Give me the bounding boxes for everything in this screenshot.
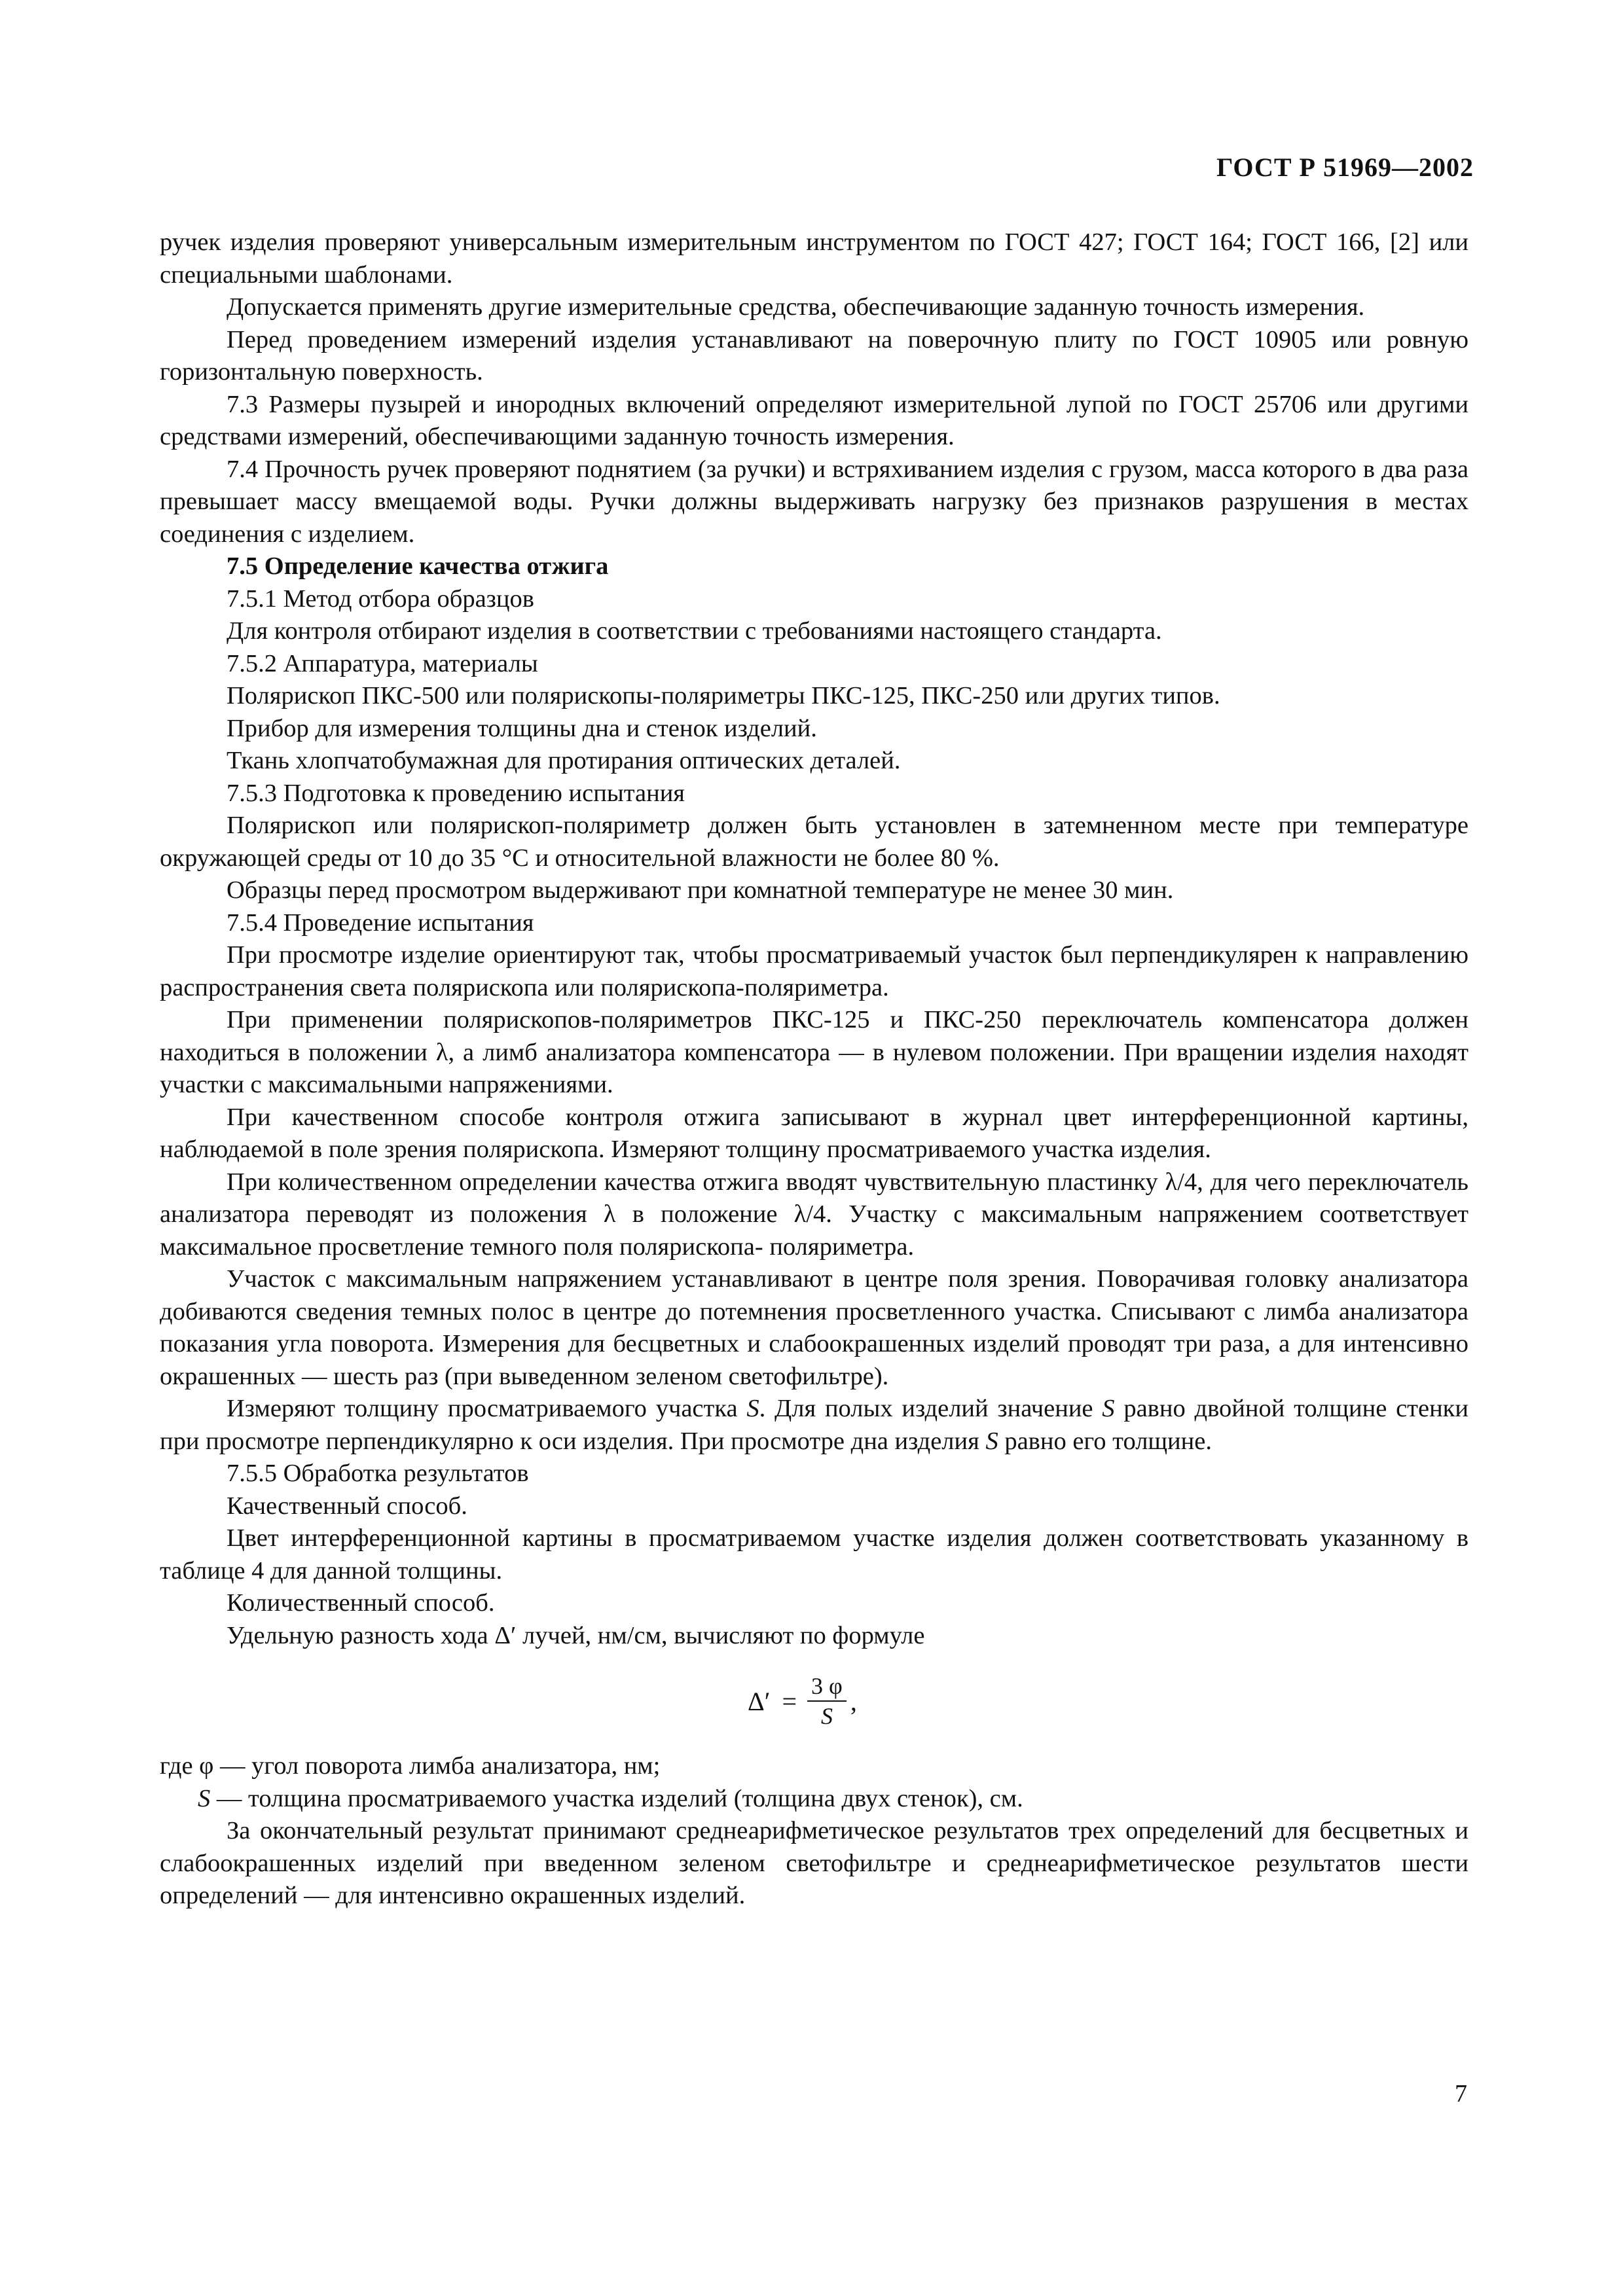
- formula-lhs: Δ′: [748, 1687, 771, 1717]
- paragraph: Цвет интерференционной картины в просматриваемом участке изделия должен соответствовать указанному в таблице 4 для данной толщины.: [160, 1524, 1468, 1585]
- text-run: равно двойной толщине стенки при просмотре перпендикулярно к оси изделия. При просмотре дна изделия: [160, 1395, 1468, 1455]
- paragraph: Образцы перед просмотром выдерживают при комнатной температуре не менее 30 мин.: [227, 876, 1174, 904]
- document-body: [160, 226, 1468, 1912]
- subsection-heading: 7.5.4 Проведение испытания: [227, 908, 534, 937]
- text-run: . Для полых изделий значение: [759, 1395, 1103, 1422]
- paragraph: Прибор для измерения толщины дна и стенок изделий.: [227, 714, 817, 742]
- paragraph: За окончательный результат принимают среднеарифметическое результатов трех определений для бесцветных и слабоокрашенных изделий при введенном зеленом светофильтре и среднеарифметическое результатов шести определений — для интенсивно окрашенных изделий.: [160, 1817, 1468, 1909]
- standard-header: ГОСТ Р 51969—2002: [1216, 152, 1474, 182]
- paragraph: Перед проведением измерений изделия устанавливают на поверочную плиту по ГОСТ 10905 или ровную горизонтальную поверхность.: [160, 325, 1468, 386]
- subsection-heading: 7.5.5 Обработка результатов: [227, 1460, 529, 1487]
- paragraph: Для контроля отбирают изделия в соответствии с требованиями настоящего стандарта.: [227, 617, 1162, 645]
- paragraph: Ткань хлопчатобумажная для протирания оптических деталей.: [227, 747, 901, 774]
- paragraph: 7.3 Размеры пузырей и инородных включений определяют измерительной лупой по ГОСТ 25706 или другими средствами измерений, обеспечивающими заданную точность измерения.: [160, 390, 1468, 450]
- paragraph: При просмотре изделие ориентируют так, чтобы просматриваемый участок был перпендикулярен к направлению распространения света полярископа или полярископа-поляриметра.: [160, 941, 1468, 1001]
- text-run: — толщина просматриваемого участка изделий (толщина двух стенок), см.: [210, 1784, 1023, 1812]
- symbol-s: S: [198, 1784, 211, 1812]
- paragraph: При качественном способе контроля отжига записывают в журнал цвет интерференционной картины, наблюдаемой в поле зрения полярископа. Измеряют толщину просматриваемого участка изделия.: [160, 1103, 1468, 1163]
- subsection-heading: 7.5.3 Подготовка к проведению испытания: [227, 779, 685, 807]
- subsection-heading: 7.5.2 Аппаратура, материалы: [227, 649, 538, 677]
- paragraph: [160, 1393, 1468, 1458]
- formula-equals: =: [782, 1687, 797, 1717]
- formula-denominator: S: [820, 1703, 833, 1729]
- paragraph: Качественный способ.: [227, 1492, 467, 1520]
- paragraph: Допускается применять другие измерительные средства, обеспечивающие заданную точность измерения.: [227, 293, 1365, 321]
- formula-numerator: 3 φ: [807, 1673, 847, 1702]
- paragraph: 7.4 Прочность ручек проверяют поднятием (за ручки) и встряхиванием изделия с грузом, масса которого в два раза превышает массу вмещаемой воды. Ручки должны выдерживать нагрузку без признаков разрушения в местах соединения с изделием.: [160, 455, 1468, 548]
- paragraph: При применении полярископов-поляриметров ПКС-125 и ПКС-250 переключатель компенсатора должен находиться в положении λ, а лимб анализатора компенсатора — в нулевом положении. При вращении изделия находят участки с максимальными напряжениями.: [160, 1006, 1468, 1098]
- paragraph: При количественном определении качества отжига вводят чувствительную пластинку λ/4, для чего переключатель анализатора переводят из положения λ в положение λ/4. Участку с максимальным напряжением соответствует максимальное просветление темного поля полярископа- поляриметра.: [160, 1168, 1468, 1261]
- formula-trailing-comma: ,: [850, 1687, 857, 1717]
- paragraph: Участок с максимальным напряжением устанавливают в центре поля зрения. Поворачивая головку анализатора добиваются сведения темных полос в центре до потемнения просветленного участка. Списывают с лимба анализатора показания угла поворота. Измерения для бесцветных и слабоокрашенных изделий проводят три раза, а для интенсивно окрашенных — шесть раз (при выведенном зеленом светофильтре).: [160, 1265, 1468, 1390]
- paragraph: Полярископ или полярископ-поляриметр должен быть установлен в затемненном месте при температуре окружающей среды от 10 до 35 °С и относительной влажности не более 80 %.: [160, 812, 1468, 872]
- formula-definitions: [160, 1750, 1468, 1815]
- paragraph: Количественный способ.: [227, 1589, 495, 1617]
- paragraph: Удельную разность хода Δ′ лучей, нм/см, вычисляют по формуле: [227, 1621, 925, 1649]
- symbol-s: S: [985, 1427, 998, 1455]
- formula: [748, 1673, 857, 1731]
- formula-block: [160, 1652, 1468, 1750]
- text-run: равно его толщине.: [998, 1427, 1212, 1455]
- symbol-s: S: [746, 1395, 759, 1422]
- definition-s: [160, 1783, 1468, 1816]
- formula-fraction: [807, 1673, 847, 1731]
- paragraph: Полярископ ПКС-500 или полярископы-поляриметры ПКС-125, ПКС-250 или других типов.: [227, 682, 1220, 709]
- paragraph: ручек изделия проверяют универсальным измерительным инструментом по ГОСТ 427; ГОСТ 164; ГОСТ 166, [2] или специальными шаблонами.: [160, 228, 1468, 289]
- section-heading-7-5: 7.5 Определение качества отжига: [227, 552, 609, 580]
- text-run: Измеряют толщину просматриваемого участка: [227, 1395, 747, 1422]
- page-number: 7: [1455, 2080, 1467, 2108]
- definition-phi: где φ — угол поворота лимба анализатора, нм;: [160, 1752, 661, 1780]
- subsection-heading: 7.5.1 Метод отбора образцов: [227, 584, 534, 613]
- symbol-s: S: [1102, 1395, 1115, 1422]
